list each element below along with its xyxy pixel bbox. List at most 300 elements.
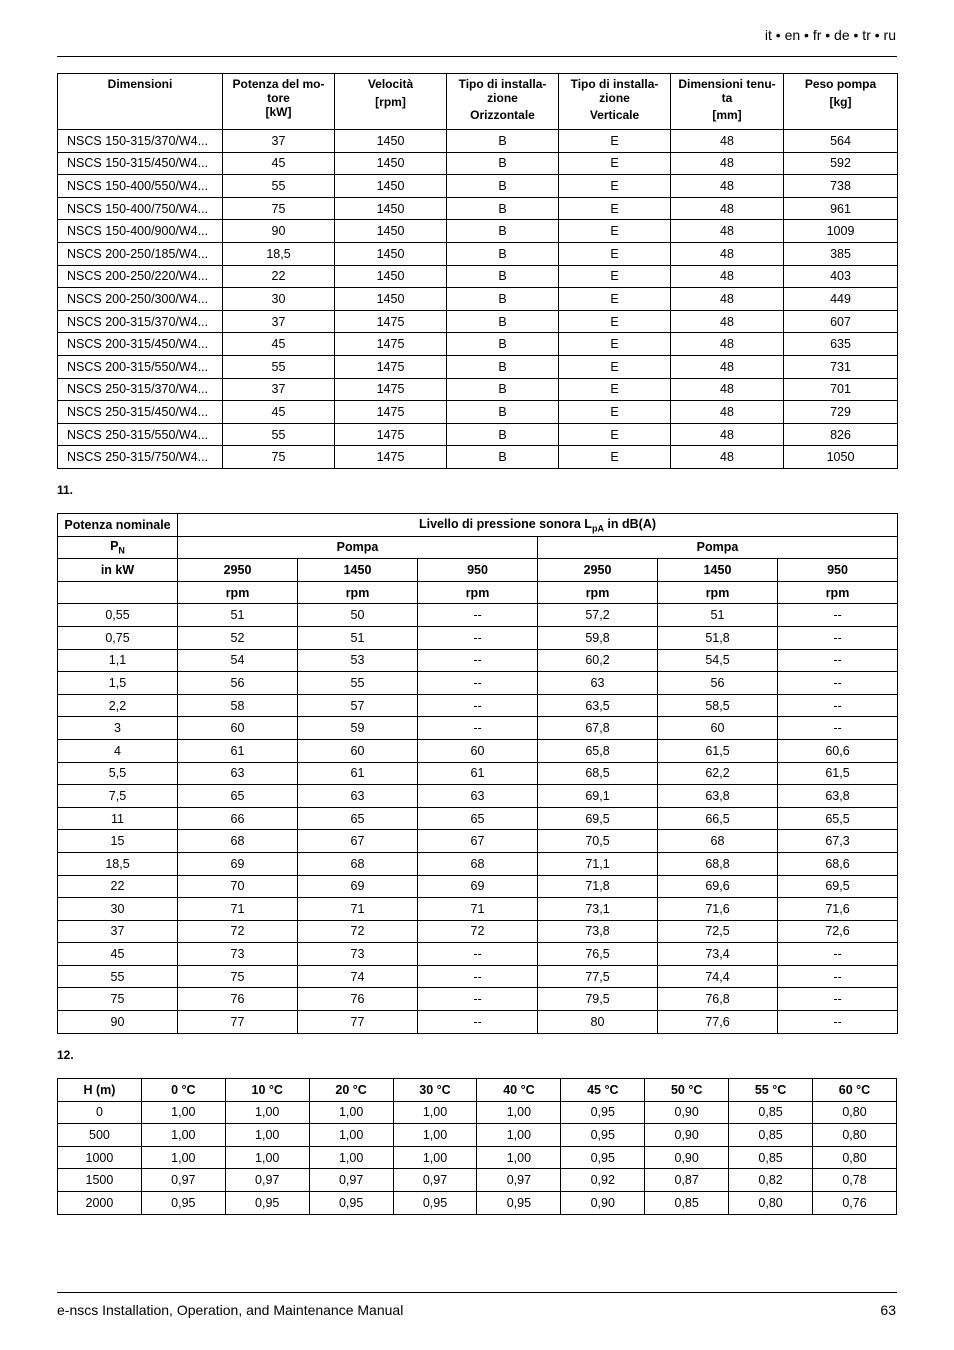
table-row — [58, 717, 898, 740]
table-cell: 385 — [784, 242, 898, 265]
table-cell: 60 — [658, 717, 778, 740]
table-cell: 1450 — [335, 175, 447, 198]
table-row — [58, 943, 898, 966]
table-cell: 48 — [671, 152, 784, 175]
table-cell: 71,1 — [538, 852, 658, 875]
table-cell: 60,2 — [538, 649, 658, 672]
table-cell: NSCS 150-400/900/W4... — [58, 220, 223, 243]
table-cell: 54 — [178, 649, 298, 672]
table-row — [58, 265, 898, 288]
table-cell: 72 — [298, 920, 418, 943]
table-cell: 48 — [671, 423, 784, 446]
col-header: 50 °C — [645, 1079, 729, 1102]
table-cell: 0,80 — [813, 1146, 897, 1169]
table-row — [58, 807, 898, 830]
table-cell: 61 — [298, 762, 418, 785]
table-cell: B — [447, 220, 559, 243]
table-cell: E — [559, 152, 671, 175]
table-cell: 37 — [223, 378, 335, 401]
table-cell: 65 — [298, 807, 418, 830]
table-cell: 71,8 — [538, 875, 658, 898]
table-header-row — [58, 536, 898, 559]
table-cell: 0,95 — [225, 1191, 309, 1214]
table-cell: 2,2 — [58, 694, 178, 717]
table-cell: 48 — [671, 265, 784, 288]
table-cell: 1475 — [335, 333, 447, 356]
table-cell: 48 — [671, 288, 784, 311]
table-cell: 0,78 — [813, 1169, 897, 1192]
col-header-dimensioni: Dimensioni — [58, 74, 223, 130]
table-cell: NSCS 200-250/185/W4... — [58, 242, 223, 265]
table-cell: 1500 — [58, 1169, 142, 1192]
table-cell: 1,00 — [309, 1101, 393, 1124]
table-cell: 0,80 — [729, 1191, 813, 1214]
table-cell: 68,5 — [538, 762, 658, 785]
table-cell: E — [559, 355, 671, 378]
table-cell: 73 — [298, 943, 418, 966]
table-cell: 1,00 — [225, 1101, 309, 1124]
table-cell: 45 — [223, 152, 335, 175]
table-cell: 65,8 — [538, 739, 658, 762]
table-cell: 57,2 — [538, 604, 658, 627]
table-cell: B — [447, 310, 559, 333]
table-cell: 449 — [784, 288, 898, 311]
table-cell: 1009 — [784, 220, 898, 243]
table-cell: 0,90 — [645, 1101, 729, 1124]
table-cell: 1000 — [58, 1146, 142, 1169]
table-cell: 1,00 — [141, 1124, 225, 1147]
table-cell: 1475 — [335, 378, 447, 401]
table-cell: 50 — [298, 604, 418, 627]
table-cell: 77 — [178, 1011, 298, 1034]
table-cell: -- — [418, 965, 538, 988]
table-cell: 1,00 — [141, 1101, 225, 1124]
table-header-row — [58, 1079, 897, 1102]
table-cell: E — [559, 197, 671, 220]
table-cell: 0,95 — [477, 1191, 561, 1214]
table-cell: 0,92 — [561, 1169, 645, 1192]
table-cell: E — [559, 446, 671, 469]
page-number: 63 — [880, 1302, 896, 1318]
table-row — [58, 152, 898, 175]
table-cell: 60 — [298, 739, 418, 762]
table-cell: B — [447, 152, 559, 175]
table-cell: 37 — [223, 130, 335, 153]
table-cell: B — [447, 130, 559, 153]
head-pn: $P_N$ — [58, 536, 178, 559]
table-cell: 1450 — [335, 242, 447, 265]
pump-data-table — [57, 73, 898, 469]
table-cell: 71 — [178, 898, 298, 921]
table-cell: 48 — [671, 242, 784, 265]
table-cell: 73,4 — [658, 943, 778, 966]
table-cell: 11 — [58, 807, 178, 830]
table-cell: 30 — [223, 288, 335, 311]
table-cell: 48 — [671, 333, 784, 356]
table-cell: 1,00 — [477, 1146, 561, 1169]
table-cell: NSCS 200-250/300/W4... — [58, 288, 223, 311]
head-speed: 950 — [778, 559, 898, 582]
table-cell: -- — [778, 1011, 898, 1034]
table-cell: 22 — [223, 265, 335, 288]
table-cell: 74,4 — [658, 965, 778, 988]
table-cell: 48 — [671, 220, 784, 243]
table-cell: 1475 — [335, 446, 447, 469]
table-cell: 72 — [178, 920, 298, 943]
table-cell: 68 — [658, 830, 778, 853]
table-cell: 68 — [418, 852, 538, 875]
table-cell: 961 — [784, 197, 898, 220]
table-cell: 1,00 — [477, 1101, 561, 1124]
table-row — [58, 333, 898, 356]
table-cell: 59 — [298, 717, 418, 740]
table-cell: 592 — [784, 152, 898, 175]
table-cell: 0,97 — [309, 1169, 393, 1192]
col-header: 20 °C — [309, 1079, 393, 1102]
table-cell: 564 — [784, 130, 898, 153]
table-cell: 22 — [58, 875, 178, 898]
table-cell: 65,5 — [778, 807, 898, 830]
table-cell: 0,90 — [645, 1124, 729, 1147]
head-potenza-nominale: Potenza nominale — [58, 514, 178, 537]
table-cell: 48 — [671, 197, 784, 220]
table-cell: 1,00 — [225, 1146, 309, 1169]
table-cell: 66 — [178, 807, 298, 830]
table-cell: 1,00 — [477, 1124, 561, 1147]
table-row — [58, 1146, 897, 1169]
table-cell: 71,6 — [778, 898, 898, 921]
table-cell: 1450 — [335, 152, 447, 175]
table-cell: 403 — [784, 265, 898, 288]
table-cell: 51 — [658, 604, 778, 627]
sound-pressure-table — [57, 513, 898, 1034]
col-header: 10 °C — [225, 1079, 309, 1102]
table-row — [58, 988, 898, 1011]
table-row — [58, 1169, 897, 1192]
table-cell: E — [559, 378, 671, 401]
table-cell: 0,95 — [309, 1191, 393, 1214]
table-cell: NSCS 150-315/370/W4... — [58, 130, 223, 153]
table-cell: 0 — [58, 1101, 142, 1124]
table-cell: 55 — [58, 965, 178, 988]
table-cell: 1475 — [335, 355, 447, 378]
language-list: it • en • fr • de • tr • ru — [764, 27, 896, 43]
table-row — [58, 626, 898, 649]
table-cell: 1,5 — [58, 672, 178, 695]
section-number-12: 12. — [57, 1048, 74, 1062]
table-cell: 1450 — [335, 265, 447, 288]
table-cell: 0,80 — [813, 1101, 897, 1124]
table-cell: 37 — [223, 310, 335, 333]
table-cell: 30 — [58, 898, 178, 921]
table-cell: NSCS 200-250/220/W4... — [58, 265, 223, 288]
table-header-row — [58, 514, 898, 537]
table-cell: 61,5 — [658, 739, 778, 762]
table-cell: -- — [778, 694, 898, 717]
head-speed: 1450 — [298, 559, 418, 582]
table-cell: 1050 — [784, 446, 898, 469]
table-cell: -- — [418, 717, 538, 740]
table-cell: E — [559, 130, 671, 153]
table-cell: 826 — [784, 423, 898, 446]
table-cell: 5,5 — [58, 762, 178, 785]
table-cell: 56 — [658, 672, 778, 695]
table-cell: 68,8 — [658, 852, 778, 875]
table-cell: 1,00 — [309, 1124, 393, 1147]
table-cell: 1,00 — [309, 1146, 393, 1169]
table-row — [58, 875, 898, 898]
table-cell: 1,00 — [393, 1101, 477, 1124]
table-cell: 1,00 — [393, 1146, 477, 1169]
table-cell: 0,95 — [561, 1146, 645, 1169]
table-cell: 1475 — [335, 310, 447, 333]
table-cell: NSCS 200-315/550/W4... — [58, 355, 223, 378]
col-header: 45 °C — [561, 1079, 645, 1102]
col-header: 60 °C — [813, 1079, 897, 1102]
table-cell: 0,95 — [141, 1191, 225, 1214]
table-cell: 60,6 — [778, 739, 898, 762]
col-header-potenza: Potenza del mo- tore [kW] — [223, 74, 335, 130]
col-header-verticale: Tipo di installa- zione Verticale — [559, 74, 671, 130]
table-cell: 73 — [178, 943, 298, 966]
table-cell: 63 — [298, 785, 418, 808]
footer-divider — [57, 1292, 897, 1293]
table-cell: 1450 — [335, 288, 447, 311]
table-cell: E — [559, 310, 671, 333]
table-cell: -- — [778, 649, 898, 672]
table-cell: 48 — [671, 355, 784, 378]
table-cell: 67,8 — [538, 717, 658, 740]
table-cell: 63 — [178, 762, 298, 785]
table-cell: 4 — [58, 739, 178, 762]
table-row — [58, 401, 898, 424]
table-cell: 71,6 — [658, 898, 778, 921]
table-cell: 73,8 — [538, 920, 658, 943]
table-row — [58, 423, 898, 446]
table-cell: 1450 — [335, 220, 447, 243]
table-cell: 69,6 — [658, 875, 778, 898]
table-cell: 67 — [298, 830, 418, 853]
table-cell: 55 — [223, 355, 335, 378]
table-cell: 67 — [418, 830, 538, 853]
head-empty — [58, 581, 178, 604]
col-header: 55 °C — [729, 1079, 813, 1102]
table-cell: 2000 — [58, 1191, 142, 1214]
table-cell: 68,6 — [778, 852, 898, 875]
table-cell: 0,95 — [393, 1191, 477, 1214]
table-cell: 0,82 — [729, 1169, 813, 1192]
col-header: H (m) — [58, 1079, 142, 1102]
table-cell: 729 — [784, 401, 898, 424]
table-cell: 71 — [418, 898, 538, 921]
table-cell: 60 — [418, 739, 538, 762]
table-cell: 70,5 — [538, 830, 658, 853]
table-cell: NSCS 200-315/370/W4... — [58, 310, 223, 333]
table-cell: 7,5 — [58, 785, 178, 808]
table-row — [58, 852, 898, 875]
table-cell: 1,00 — [393, 1124, 477, 1147]
table-cell: E — [559, 242, 671, 265]
table-cell: 3 — [58, 717, 178, 740]
table-cell: 71 — [298, 898, 418, 921]
table-cell: 65 — [178, 785, 298, 808]
table-cell: -- — [778, 943, 898, 966]
table-row — [58, 310, 898, 333]
table-cell: 0,55 — [58, 604, 178, 627]
table-cell: 1450 — [335, 130, 447, 153]
table-cell: 65 — [418, 807, 538, 830]
table-cell: 1,00 — [225, 1124, 309, 1147]
table-row — [58, 1101, 897, 1124]
table-cell: 80 — [538, 1011, 658, 1034]
section-number-11: 11. — [57, 483, 74, 497]
table-cell: 63,5 — [538, 694, 658, 717]
table-row — [58, 965, 898, 988]
table-cell: 63 — [418, 785, 538, 808]
header-divider — [57, 56, 897, 57]
table-cell: -- — [418, 988, 538, 1011]
table-cell: 73,1 — [538, 898, 658, 921]
table-cell: 61,5 — [778, 762, 898, 785]
table-cell: B — [447, 378, 559, 401]
table-cell: 18,5 — [58, 852, 178, 875]
table-row — [58, 649, 898, 672]
table-cell: B — [447, 197, 559, 220]
table-cell: 45 — [58, 943, 178, 966]
table-cell: 635 — [784, 333, 898, 356]
table-cell: 69,5 — [778, 875, 898, 898]
head-unit-kw: in kW — [58, 559, 178, 582]
col-header-orizzontale: Tipo di installa- zione Orizzontale — [447, 74, 559, 130]
table-cell: NSCS 150-400/750/W4... — [58, 197, 223, 220]
table-cell: 0,85 — [729, 1101, 813, 1124]
table-header-row — [58, 559, 898, 582]
table-cell: B — [447, 333, 559, 356]
table-cell: E — [559, 220, 671, 243]
table-cell: E — [559, 288, 671, 311]
table-cell: E — [559, 401, 671, 424]
table-cell: 0,90 — [645, 1146, 729, 1169]
col-header: 30 °C — [393, 1079, 477, 1102]
table-cell: 0,75 — [58, 626, 178, 649]
table-cell: 0,85 — [729, 1124, 813, 1147]
table-cell: 57 — [298, 694, 418, 717]
table-cell: -- — [778, 988, 898, 1011]
table-cell: 18,5 — [223, 242, 335, 265]
table-cell: 61 — [178, 739, 298, 762]
table-cell: 0,80 — [813, 1124, 897, 1147]
table-cell: 79,5 — [538, 988, 658, 1011]
table-cell: B — [447, 242, 559, 265]
table-cell: -- — [418, 672, 538, 695]
head-pompa-1: Pompa — [178, 536, 538, 559]
table-cell: -- — [418, 943, 538, 966]
table-cell: 70 — [178, 875, 298, 898]
table-cell: 68 — [178, 830, 298, 853]
table-cell: 66,5 — [658, 807, 778, 830]
table-cell: -- — [778, 604, 898, 627]
table-header-row — [58, 74, 898, 130]
table-cell: -- — [778, 717, 898, 740]
head-rpm: rpm — [298, 581, 418, 604]
table-cell: B — [447, 288, 559, 311]
table-cell: 1475 — [335, 401, 447, 424]
table-row — [58, 762, 898, 785]
table-row — [58, 920, 898, 943]
table-cell: 58,5 — [658, 694, 778, 717]
table-cell: 0,76 — [813, 1191, 897, 1214]
table-cell: 69 — [418, 875, 538, 898]
table-cell: NSCS 250-315/550/W4... — [58, 423, 223, 446]
table-cell: 76,8 — [658, 988, 778, 1011]
table-header-row — [58, 581, 898, 604]
table-row — [58, 785, 898, 808]
table-cell: 75 — [178, 965, 298, 988]
table-cell: 45 — [223, 333, 335, 356]
table-cell: E — [559, 265, 671, 288]
col-header-peso: Peso pompa [kg] — [784, 74, 898, 130]
table-cell: -- — [418, 1011, 538, 1034]
table-cell: 701 — [784, 378, 898, 401]
table-cell: 54,5 — [658, 649, 778, 672]
table-cell: NSCS 250-315/370/W4... — [58, 378, 223, 401]
table-cell: 52 — [178, 626, 298, 649]
table-cell: -- — [778, 672, 898, 695]
table-cell: 72,6 — [778, 920, 898, 943]
table-row — [58, 1011, 898, 1034]
table-cell: 62,2 — [658, 762, 778, 785]
table-cell: 75 — [223, 446, 335, 469]
table-cell: 55 — [223, 175, 335, 198]
altitude-temperature-table — [57, 1078, 897, 1215]
table-cell: 0,95 — [561, 1124, 645, 1147]
table-cell: 77,6 — [658, 1011, 778, 1034]
table-row — [58, 1191, 897, 1214]
table-cell: NSCS 150-315/450/W4... — [58, 152, 223, 175]
col-header-velocita: Velocità [rpm] — [335, 74, 447, 130]
table-cell: 55 — [223, 423, 335, 446]
table-cell: E — [559, 175, 671, 198]
table-cell: 48 — [671, 378, 784, 401]
table-cell: 63,8 — [658, 785, 778, 808]
table-cell: 76,5 — [538, 943, 658, 966]
table-cell: 500 — [58, 1124, 142, 1147]
table-cell: 0,95 — [561, 1101, 645, 1124]
table-cell: B — [447, 446, 559, 469]
table-cell: 0,85 — [729, 1146, 813, 1169]
table-cell: 48 — [671, 310, 784, 333]
table-cell: 0,85 — [645, 1191, 729, 1214]
table-row — [58, 355, 898, 378]
table-cell: 68 — [298, 852, 418, 875]
table-cell: 1450 — [335, 197, 447, 220]
table-row — [58, 1124, 897, 1147]
table-cell: B — [447, 355, 559, 378]
table-cell: 51 — [178, 604, 298, 627]
table-cell: 69 — [298, 875, 418, 898]
table-cell: 69 — [178, 852, 298, 875]
table-row — [58, 220, 898, 243]
table-cell: 75 — [223, 197, 335, 220]
table-cell: 51,8 — [658, 626, 778, 649]
table-cell: -- — [418, 694, 538, 717]
head-pompa-2: Pompa — [538, 536, 898, 559]
table-cell: 75 — [58, 988, 178, 1011]
table-cell: -- — [418, 649, 538, 672]
head-speed: 2950 — [178, 559, 298, 582]
table-cell: 76 — [178, 988, 298, 1011]
table-cell: -- — [778, 965, 898, 988]
